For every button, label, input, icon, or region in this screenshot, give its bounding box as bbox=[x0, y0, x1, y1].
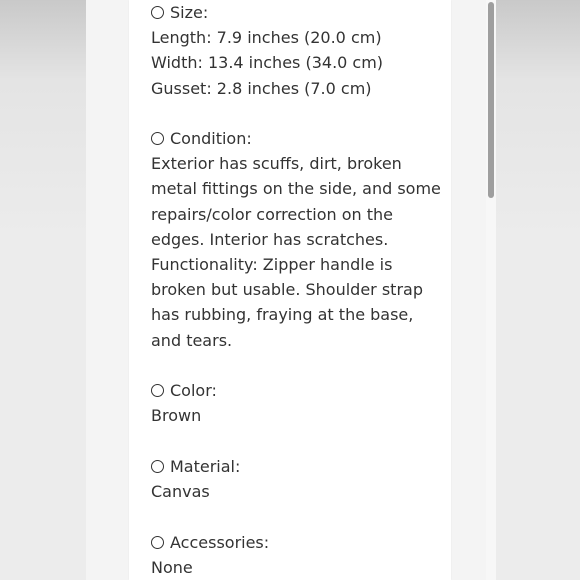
circle-bullet-icon bbox=[151, 132, 164, 145]
condition-line: repairs/color correction on the bbox=[151, 204, 394, 224]
circle-bullet-icon bbox=[151, 460, 164, 473]
accessories-value: None bbox=[151, 558, 193, 578]
condition-heading-label: Condition: bbox=[170, 129, 252, 148]
circle-bullet-icon bbox=[151, 536, 164, 549]
accessories-heading-label: Accessories: bbox=[170, 533, 270, 552]
material-heading bbox=[151, 454, 441, 479]
condition-line: edges. Interior has scratches. bbox=[151, 229, 389, 249]
condition-line: and tears. bbox=[151, 330, 233, 350]
scrollbar-thumb[interactable] bbox=[488, 2, 494, 198]
size-length: Length: 7.9 inches (20.0 cm) bbox=[151, 28, 382, 48]
material-section bbox=[151, 454, 441, 504]
size-width: Width: 13.4 inches (34.0 cm) bbox=[151, 53, 384, 73]
material-value: Canvas bbox=[151, 482, 210, 502]
condition-line: metal fittings on the side, and some bbox=[151, 179, 441, 199]
color-value: Brown bbox=[151, 406, 202, 426]
color-heading-label: Color: bbox=[170, 381, 217, 400]
circle-bullet-icon bbox=[151, 6, 164, 19]
condition-section bbox=[151, 126, 441, 353]
circle-bullet-icon bbox=[151, 384, 164, 397]
color-section bbox=[151, 378, 441, 428]
accessories-heading bbox=[151, 530, 441, 555]
left-background bbox=[0, 0, 86, 580]
material-heading-label: Material: bbox=[170, 457, 241, 476]
condition-line: broken but usable. Shoulder strap bbox=[151, 280, 423, 300]
condition-line: has rubbing, fraying at the base, bbox=[151, 305, 414, 325]
size-gusset: Gusset: 2.8 inches (7.0 cm) bbox=[151, 78, 372, 98]
color-heading bbox=[151, 378, 441, 403]
size-section bbox=[151, 0, 441, 101]
accessories-section bbox=[151, 530, 441, 580]
condition-heading bbox=[151, 126, 441, 151]
right-background bbox=[496, 0, 580, 580]
size-heading bbox=[151, 0, 441, 25]
size-heading-label: Size: bbox=[170, 3, 209, 22]
condition-line: Exterior has scuffs, dirt, broken bbox=[151, 154, 402, 174]
condition-line: Functionality: Zipper handle is bbox=[151, 255, 393, 275]
